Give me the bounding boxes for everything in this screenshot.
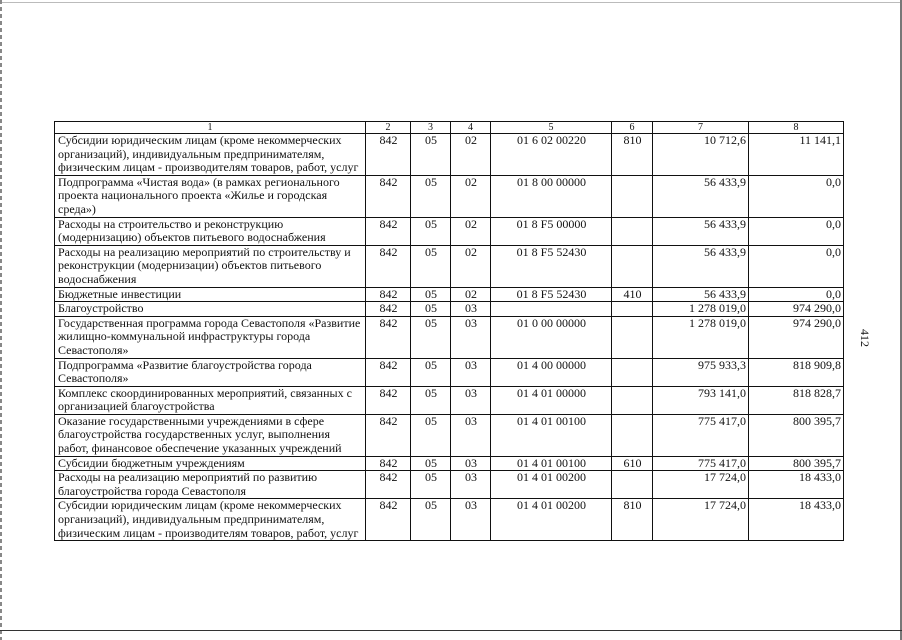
row-section-cell: 05 xyxy=(411,316,451,358)
table-row xyxy=(55,287,844,302)
row-target-article-cell: 01 8 00 00000 xyxy=(491,175,612,217)
row-target-article-cell: 01 4 00 00000 xyxy=(491,358,612,386)
row-target-article-cell: 01 8 F5 00000 xyxy=(491,217,612,245)
row-name-cell: Расходы на реализацию мероприятий по развитию благоустройства города Севастополя xyxy=(55,471,366,499)
header-cell: 3 xyxy=(411,122,451,134)
table-header-row xyxy=(55,122,844,134)
row-grbs-cell: 842 xyxy=(366,386,411,414)
row-section-cell: 05 xyxy=(411,175,451,217)
table-row xyxy=(55,414,844,456)
row-section-cell: 05 xyxy=(411,456,451,471)
row-expense-type-cell xyxy=(612,471,653,499)
row-subsection-cell: 02 xyxy=(451,217,491,245)
row-grbs-cell: 842 xyxy=(366,414,411,456)
row-subsection-cell: 02 xyxy=(451,134,491,176)
row-name-cell: Подпрограмма «Развитие благоустройства города Севастополя» xyxy=(55,358,366,386)
row-amount-year1-cell: 56 433,9 xyxy=(653,287,749,302)
row-section-cell: 05 xyxy=(411,358,451,386)
row-section-cell: 05 xyxy=(411,499,451,541)
row-expense-type-cell xyxy=(612,414,653,456)
row-amount-year1-cell: 17 724,0 xyxy=(653,499,749,541)
row-grbs-cell: 842 xyxy=(366,471,411,499)
row-amount-year1-cell: 56 433,9 xyxy=(653,217,749,245)
row-amount-year2-cell: 800 395,7 xyxy=(749,456,844,471)
row-subsection-cell: 03 xyxy=(451,456,491,471)
row-expense-type-cell xyxy=(612,302,653,317)
table-row xyxy=(55,471,844,499)
row-name-cell: Государственная программа города Севастополя «Развитие жилищно-коммунальной инфраструктуры города Севастополя» xyxy=(55,316,366,358)
page-number: 412 xyxy=(858,329,872,347)
row-grbs-cell: 842 xyxy=(366,287,411,302)
table-row xyxy=(55,456,844,471)
row-amount-year1-cell: 56 433,9 xyxy=(653,175,749,217)
row-expense-type-cell xyxy=(612,245,653,287)
table-row xyxy=(55,358,844,386)
row-grbs-cell: 842 xyxy=(366,134,411,176)
row-amount-year1-cell: 775 417,0 xyxy=(653,456,749,471)
row-grbs-cell: 842 xyxy=(366,456,411,471)
row-name-cell: Расходы на строительство и реконструкцию (модернизацию) объектов питьевого водоснабжения xyxy=(55,217,366,245)
row-expense-type-cell: 610 xyxy=(612,456,653,471)
row-section-cell: 05 xyxy=(411,245,451,287)
row-target-article-cell: 01 4 01 00000 xyxy=(491,386,612,414)
row-grbs-cell: 842 xyxy=(366,302,411,317)
row-grbs-cell: 842 xyxy=(366,245,411,287)
row-amount-year2-cell: 18 433,0 xyxy=(749,471,844,499)
row-subsection-cell: 03 xyxy=(451,386,491,414)
header-cell: 2 xyxy=(366,122,411,134)
row-section-cell: 05 xyxy=(411,302,451,317)
row-target-article-cell: 01 8 F5 52430 xyxy=(491,287,612,302)
row-amount-year2-cell: 0,0 xyxy=(749,245,844,287)
row-amount-year1-cell: 17 724,0 xyxy=(653,471,749,499)
row-grbs-cell: 842 xyxy=(366,316,411,358)
row-grbs-cell: 842 xyxy=(366,358,411,386)
table-row xyxy=(55,175,844,217)
row-name-cell: Благоустройство xyxy=(55,302,366,317)
header-cell: 5 xyxy=(491,122,612,134)
row-section-cell: 05 xyxy=(411,217,451,245)
row-expense-type-cell xyxy=(612,175,653,217)
row-subsection-cell: 03 xyxy=(451,499,491,541)
row-name-cell: Расходы на реализацию мероприятий по строительству и реконструкции (модернизации) объектов питьевого водоснабжения xyxy=(55,245,366,287)
row-section-cell: 05 xyxy=(411,134,451,176)
row-grbs-cell: 842 xyxy=(366,175,411,217)
row-amount-year2-cell: 0,0 xyxy=(749,175,844,217)
row-amount-year2-cell: 974 290,0 xyxy=(749,302,844,317)
row-subsection-cell: 03 xyxy=(451,471,491,499)
row-expense-type-cell xyxy=(612,386,653,414)
row-section-cell: 05 xyxy=(411,386,451,414)
table-row xyxy=(55,134,844,176)
row-name-cell: Субсидии юридическим лицам (кроме некоммерческих организаций), индивидуальным предпринимателям, физическим лицам - производителям товаров, работ, услуг xyxy=(55,499,366,541)
row-amount-year2-cell: 818 909,8 xyxy=(749,358,844,386)
row-amount-year2-cell: 974 290,0 xyxy=(749,316,844,358)
row-expense-type-cell: 810 xyxy=(612,499,653,541)
header-cell: 7 xyxy=(653,122,749,134)
row-amount-year2-cell: 11 141,1 xyxy=(749,134,844,176)
row-expense-type-cell: 410 xyxy=(612,287,653,302)
row-target-article-cell: 01 0 00 00000 xyxy=(491,316,612,358)
row-amount-year2-cell: 0,0 xyxy=(749,217,844,245)
row-name-cell: Комплекс скоординированных мероприятий, связанных с организацией благоустройства xyxy=(55,386,366,414)
row-section-cell: 05 xyxy=(411,287,451,302)
header-cell: 4 xyxy=(451,122,491,134)
row-name-cell: Оказание государственными учреждениями в сфере благоустройства государственных услуг, выполнения работ, финансовое обеспечение указанных учреждений xyxy=(55,414,366,456)
table-row xyxy=(55,302,844,317)
row-amount-year2-cell: 0,0 xyxy=(749,287,844,302)
row-amount-year2-cell: 18 433,0 xyxy=(749,499,844,541)
row-section-cell: 05 xyxy=(411,414,451,456)
row-target-article-cell: 01 8 F5 52430 xyxy=(491,245,612,287)
row-subsection-cell: 03 xyxy=(451,302,491,317)
row-amount-year1-cell: 56 433,9 xyxy=(653,245,749,287)
row-subsection-cell: 03 xyxy=(451,358,491,386)
table-row xyxy=(55,499,844,541)
table-row xyxy=(55,316,844,358)
row-section-cell: 05 xyxy=(411,471,451,499)
scan-edge-bottom xyxy=(0,630,902,631)
row-target-article-cell: 01 6 02 00220 xyxy=(491,134,612,176)
row-target-article-cell: 01 4 01 00200 xyxy=(491,471,612,499)
row-name-cell: Субсидии бюджетным учреждениям xyxy=(55,456,366,471)
row-subsection-cell: 02 xyxy=(451,175,491,217)
row-name-cell: Бюджетные инвестиции xyxy=(55,287,366,302)
row-target-article-cell xyxy=(491,302,612,317)
row-amount-year1-cell: 1 278 019,0 xyxy=(653,316,749,358)
table-row xyxy=(55,245,844,287)
row-name-cell: Подпрограмма «Чистая вода» (в рамках регионального проекта национального проекта «Жилье и городская среда») xyxy=(55,175,366,217)
row-amount-year1-cell: 10 712,6 xyxy=(653,134,749,176)
row-grbs-cell: 842 xyxy=(366,499,411,541)
row-subsection-cell: 03 xyxy=(451,316,491,358)
row-expense-type-cell: 810 xyxy=(612,134,653,176)
row-expense-type-cell xyxy=(612,217,653,245)
row-amount-year1-cell: 793 141,0 xyxy=(653,386,749,414)
budget-table xyxy=(54,121,844,541)
row-target-article-cell: 01 4 01 00100 xyxy=(491,414,612,456)
row-subsection-cell: 02 xyxy=(451,245,491,287)
row-amount-year2-cell: 800 395,7 xyxy=(749,414,844,456)
row-subsection-cell: 03 xyxy=(451,414,491,456)
row-amount-year2-cell: 818 828,7 xyxy=(749,386,844,414)
row-expense-type-cell xyxy=(612,316,653,358)
header-cell: 1 xyxy=(55,122,366,134)
scan-edge-left xyxy=(0,0,2,640)
table-row xyxy=(55,217,844,245)
row-amount-year1-cell: 775 417,0 xyxy=(653,414,749,456)
header-cell: 8 xyxy=(749,122,844,134)
row-amount-year1-cell: 975 933,3 xyxy=(653,358,749,386)
row-target-article-cell: 01 4 01 00200 xyxy=(491,499,612,541)
row-target-article-cell: 01 4 01 00100 xyxy=(491,456,612,471)
row-grbs-cell: 842 xyxy=(366,217,411,245)
row-subsection-cell: 02 xyxy=(451,287,491,302)
scan-edge-top xyxy=(0,2,902,3)
row-expense-type-cell xyxy=(612,358,653,386)
table-row xyxy=(55,386,844,414)
row-name-cell: Субсидии юридическим лицам (кроме некоммерческих организаций), индивидуальным предпринимателям, физическим лицам - производителям товаров, работ, услуг xyxy=(55,134,366,176)
header-cell: 6 xyxy=(612,122,653,134)
row-amount-year1-cell: 1 278 019,0 xyxy=(653,302,749,317)
